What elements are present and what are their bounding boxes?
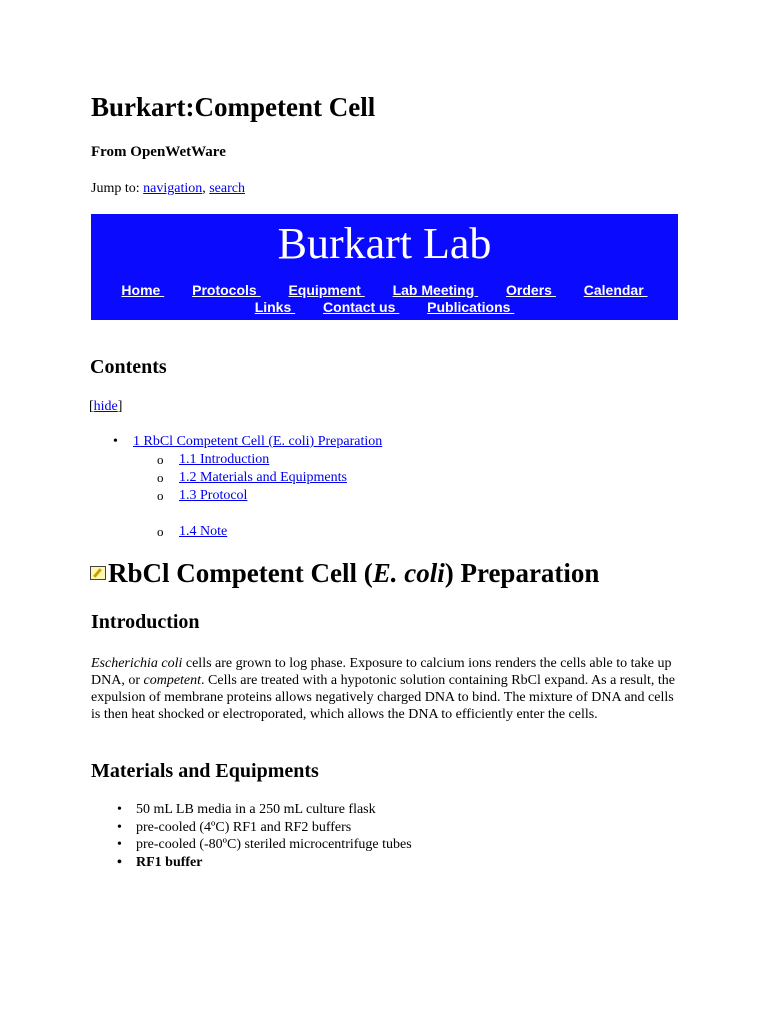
circle-bullet-icon: o [157,524,164,539]
search-link[interactable]: search [209,181,245,196]
navigation-link[interactable]: navigation [143,181,203,196]
lab-banner [91,214,678,320]
nav-home-link[interactable]: Home [121,282,165,298]
circle-bullet-icon: o [157,470,164,485]
list-item: • 50 mL LB media in a 250 mL culture flask [117,801,412,819]
section-title-pre: RbCl Competent Cell ( [108,558,373,588]
edit-icon[interactable] [90,566,106,580]
circle-bullet-icon: o [157,452,164,467]
toc-link-section-1-3[interactable]: 1.3 Protocol [179,488,248,503]
intro-text-1: cells are grown to log phase. Exposure to calcium ions renders the cells able to take up DNA, or [91,656,672,688]
intro-text-2: . Cells are treated with a hypotonic solution containing RbCl expand. As a result, the expulsion of membrane proteins allows negatively charged DNA to bind. The mixture of DNA and cells is then heat shocked or electroporated, which allows the DNA to efficiently enter the cells. [91,673,675,722]
toc-item [113,451,382,469]
nav-orders-link[interactable]: Orders [506,282,556,298]
section-title-italic: E. coli [372,558,445,588]
list-item: • RF1 buffer [117,854,412,872]
nav-protocols-link[interactable]: Protocols [192,282,261,298]
toc-link-section-1-1[interactable]: 1.1 Introduction [179,452,270,467]
materials-heading: Materials and Equipments [91,760,319,782]
toc-item [113,487,382,505]
nav-calendar-link[interactable]: Calendar [583,282,648,298]
introduction-paragraph [91,655,681,723]
list-item: • pre-cooled (-80ºC) steriled microcentrifuge tubes [117,836,412,854]
hide-toc-link[interactable]: hide [93,399,118,414]
section-heading [90,558,599,589]
toc-link-section-1-4[interactable]: 1.4 Note [179,524,228,539]
circle-bullet-icon: o [157,488,164,503]
intro-italic-mid: competent [143,673,202,688]
toc-link-section-1[interactable]: 1 RbCl Competent Cell (E. coli) Preparation [133,434,383,449]
toc-toggle: [hide] [89,399,123,414]
toc-item [113,433,382,451]
banner-nav-row-1 [91,282,678,299]
toc-item [113,523,382,541]
introduction-heading: Introduction [91,611,200,633]
nav-publications-link[interactable]: Publications [427,299,515,315]
page-title: Burkart:Competent Cell [91,92,376,122]
nav-links-link[interactable]: Links [254,299,296,315]
jump-to [91,181,245,197]
toc-link-section-1-2[interactable]: 1.2 Materials and Equipments [179,470,347,485]
site-subtitle: From OpenWetWare [91,144,226,160]
materials-list [117,801,412,871]
banner-nav-row-2 [91,299,678,316]
nav-contact-us-link[interactable]: Contact us [323,299,400,315]
jump-to-label: Jump to: [91,181,140,196]
banner-title: Burkart Lab [277,219,492,268]
contents-heading: Contents [90,356,167,378]
section-title-post: ) Preparation [444,558,600,588]
list-item: • pre-cooled (4ºC) RF1 and RF2 buffers [117,819,412,837]
banner-nav [91,282,678,316]
nav-lab-meeting-link[interactable]: Lab Meeting [392,282,479,298]
table-of-contents [113,433,382,541]
intro-italic-start: Escherichia coli [91,656,183,671]
bullet-icon: • [113,434,118,449]
jump-separator: , [202,181,210,196]
toc-item [113,469,382,487]
nav-equipment-link[interactable]: Equipment [288,282,365,298]
